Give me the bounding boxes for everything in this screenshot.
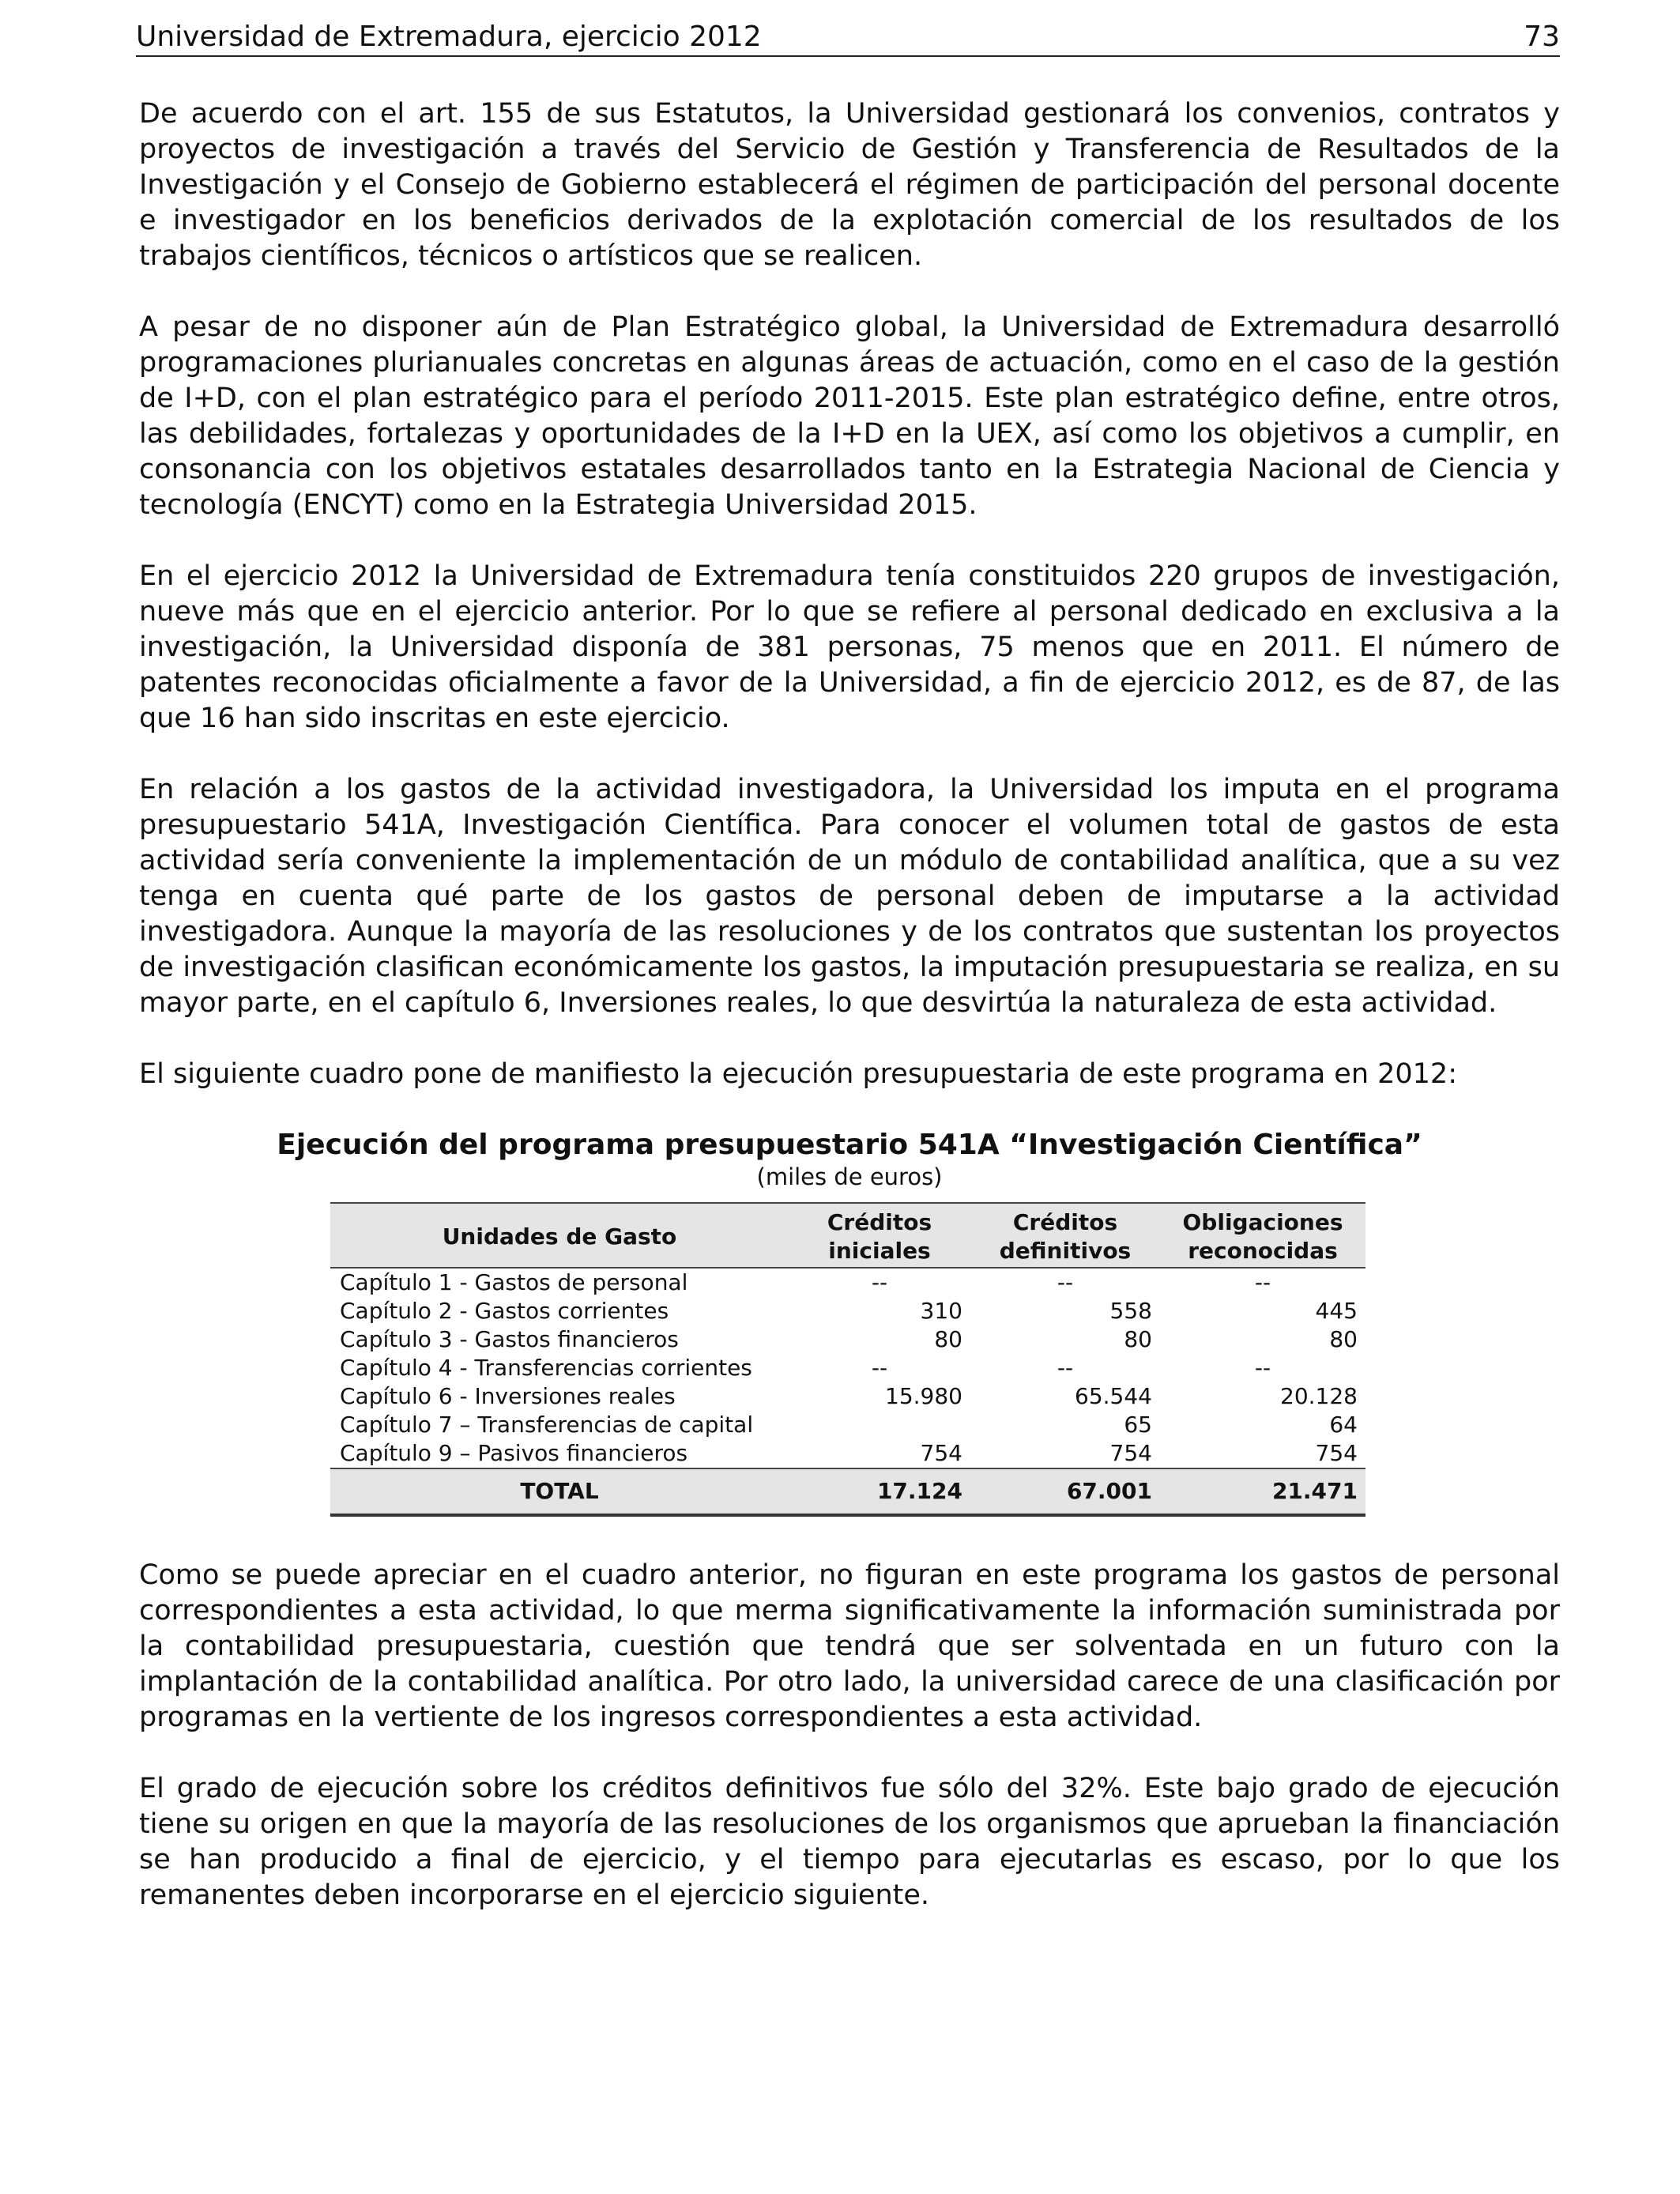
row-label: Capítulo 6 - Inversiones reales: [340, 1383, 676, 1409]
document-body: [139, 96, 1560, 1949]
cell-final: 65.544: [1075, 1383, 1152, 1409]
cell-obligations: 64: [1329, 1412, 1358, 1438]
cell-final: --: [1057, 1355, 1074, 1381]
cell-obligations: --: [1254, 1355, 1271, 1381]
cell-initial: 80: [934, 1326, 962, 1352]
table-row: [330, 1268, 1365, 1297]
cell-initial: [789, 1411, 970, 1439]
row-label: Capítulo 3 - Gastos financieros: [340, 1326, 679, 1352]
row-label: Capítulo 2 - Gastos corrientes: [340, 1298, 669, 1324]
header-final-credits: Créditos definitivos: [970, 1203, 1160, 1268]
cell-initial: 310: [920, 1298, 962, 1324]
cell-initial: --: [871, 1355, 888, 1381]
row-label: Capítulo 7 – Transferencias de capital: [340, 1412, 754, 1438]
table-header-row: [330, 1203, 1365, 1268]
table-title: Ejecución del programa presupuestario 541A “Investigación Científica”: [277, 1129, 1422, 1161]
paragraph-research-groups: En el ejercicio 2012 la Universidad de Extremadura tenía constituidos 220 grupos de investigación, nueve más que en el ejercicio anterior. Por lo que se refiere al personal dedicado en exclusiva a la investigación, la Universidad disponía de 381 personas, 75 menos que en 2011. El número de patentes reconocidas oficialmente a favor de la Universidad, a fin de ejercicio 2012, es de 87, de las que 16 han sido inscritas en este ejercicio.: [139, 560, 1560, 734]
paragraph-research-expenses: En relación a los gastos de la actividad investigadora, la Universidad los imputa en el programa presupuestario 541A, Investigación Científica. Para conocer el volumen total de gastos de esta actividad sería conveniente la implementación de un módulo de contabilidad analítica, que a su vez tenga en cuenta qué parte de los gastos de personal deben de imputarse a la actividad investigadora. Aunque la mayoría de las resoluciones y de los contratos que sustentan los proyectos de investigación clasifican económicamente los gastos, la imputación presupuestaria se realiza, en su mayor parte, en el capítulo 6, Inversiones reales, lo que desvirtúa la naturaleza de esta actividad.: [139, 774, 1560, 1019]
paragraph-statutes: De acuerdo con el art. 155 de sus Estatutos, la Universidad gestionará los convenios, contratos y proyectos de investigación a través del Servicio de Gestión y Transferencia de Resultados de la Investigación y el Consejo de Gobierno establecerá el régimen de participación del personal docente e investigador en los beneficios derivados de la explotación comercial de los resultados de los trabajos científicos, técnicos o artísticos que se realicen.: [139, 98, 1560, 272]
page-number: 73: [1524, 21, 1560, 53]
header-initial-credits: Créditos iniciales: [789, 1203, 970, 1268]
table-row: [330, 1382, 1365, 1411]
table-row: [330, 1411, 1365, 1439]
cell-obligations: 80: [1329, 1326, 1358, 1352]
cell-obligations: 754: [1160, 1439, 1365, 1468]
table-row: [330, 1439, 1365, 1468]
page-header: [136, 17, 1560, 57]
cell-obligations: --: [1254, 1269, 1271, 1295]
table-total-row: [330, 1468, 1365, 1515]
row-label: Capítulo 9 – Pasivos financieros: [330, 1439, 789, 1468]
cell-final: 65: [1124, 1412, 1152, 1438]
budget-table: [330, 1202, 1365, 1517]
cell-initial: 754: [789, 1439, 970, 1468]
cell-initial: --: [871, 1269, 888, 1295]
total-label: TOTAL: [330, 1468, 789, 1515]
cell-obligations: 445: [1315, 1298, 1358, 1324]
cell-final: 80: [1124, 1326, 1152, 1352]
cell-obligations: 20.128: [1280, 1383, 1358, 1409]
cell-final: 558: [1109, 1298, 1152, 1324]
total-initial: 17.124: [789, 1468, 970, 1515]
cell-initial: 15.980: [885, 1383, 962, 1409]
header-title: Universidad de Extremadura, ejercicio 2012: [136, 21, 762, 53]
table-subtitle: (miles de euros): [756, 1163, 943, 1190]
total-obligations: 21.471: [1160, 1468, 1365, 1515]
paragraph-personnel-costs: Como se puede apreciar en el cuadro anterior, no figuran en este programa los gastos de personal correspondientes a esta actividad, lo que merma significativamente la información suministrada por la contabilidad presupuestaria, cuestión que tendrá que ser solventada en un futuro con la implantación de la contabilidad analítica. Por otro lado, la universidad carece de una clasificación por programas en la vertiente de los ingresos correspondientes a esta actividad.: [139, 1559, 1560, 1733]
header-unit: Unidades de Gasto: [330, 1203, 789, 1268]
row-label: Capítulo 1 - Gastos de personal: [340, 1269, 688, 1295]
paragraph-strategic-plan: A pesar de no disponer aún de Plan Estratégico global, la Universidad de Extremadura desarrolló programaciones plurianuales concretas en algunas áreas de actuación, como en el caso de la gestión de I+D, con el plan estratégico para el período 2011-2015. Este plan estratégico define, entre otros, las debilidades, fortalezas y oportunidades de la I+D en la UEX, así como los objetivos a cumplir, en consonancia con los objetivos estatales desarrollados tanto en la Estrategia Nacional de Ciencia y tecnología (ENCYT) como en la Estrategia Universidad 2015.: [139, 311, 1560, 521]
table-row: [330, 1354, 1365, 1382]
table-spacer: [139, 1517, 1560, 1558]
table-row: [330, 1325, 1365, 1354]
total-final: 67.001: [970, 1468, 1160, 1515]
header-obligations: Obligaciones reconocidas: [1160, 1203, 1365, 1268]
row-label: Capítulo 4 - Transferencias corrientes: [340, 1355, 752, 1381]
cell-final: --: [1057, 1269, 1074, 1295]
paragraph-execution-degree: El grado de ejecución sobre los créditos definitivos fue sólo del 32%. Este bajo grado de ejecución tiene su origen en que la mayoría de las resoluciones de los organismos que aprueban la financiación se han producido a final de ejercicio, y el tiempo para ejecutarlas es escaso, por lo que los remanentes deben incorporarse en el ejercicio siguiente.: [139, 1773, 1560, 1911]
cell-final: 754: [970, 1439, 1160, 1468]
budget-table-section: [139, 1128, 1560, 1517]
table-row: [330, 1297, 1365, 1325]
paragraph-table-intro: El siguiente cuadro pone de manifiesto la ejecución presupuestaria de este programa en 2012:: [139, 1058, 1457, 1090]
